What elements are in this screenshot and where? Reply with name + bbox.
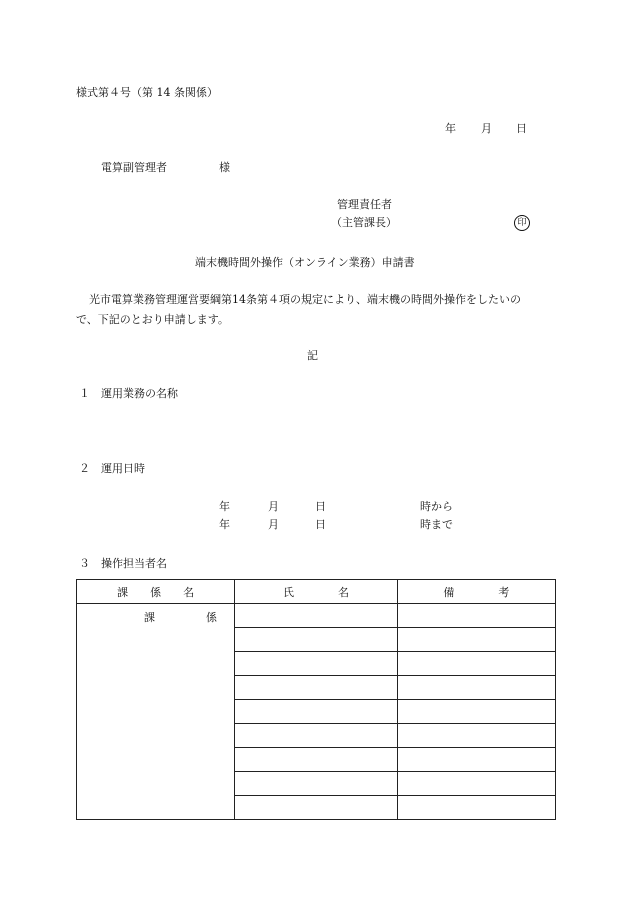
notes-cell[interactable] — [397, 772, 555, 796]
section-3-label: 操作担当者名 — [101, 557, 167, 570]
section-2-label: 運用日時 — [101, 462, 145, 475]
header-notes: 備 考 — [397, 580, 555, 604]
section-1-label: 運用業務の名称 — [101, 387, 178, 400]
section-2-number: ２ — [79, 462, 90, 475]
schedule-from-year: 年 — [219, 500, 230, 513]
name-cell[interactable] — [235, 796, 397, 820]
name-cell[interactable] — [235, 676, 397, 700]
schedule-to-year: 年 — [219, 518, 230, 531]
name-cell[interactable] — [235, 628, 397, 652]
date-year-label: 年 — [445, 122, 456, 135]
schedule-to-day: 日 — [315, 518, 326, 531]
schedule-from-month: 月 — [268, 500, 279, 513]
name-cell[interactable] — [235, 700, 397, 724]
applicant-title: 管理責任者 — [337, 198, 392, 211]
table-row — [77, 604, 556, 628]
body-text-line-2: で、下記のとおり申請します。 — [76, 313, 229, 326]
dept-ka-label: 課 — [144, 611, 155, 624]
notes-cell[interactable] — [397, 700, 555, 724]
ki-heading: 記 — [307, 349, 318, 362]
header-dept-name: 課 係 名 — [77, 580, 235, 604]
date-month-label: 月 — [481, 122, 492, 135]
operator-table — [76, 579, 556, 820]
name-cell[interactable] — [235, 604, 397, 628]
notes-cell[interactable] — [397, 724, 555, 748]
date-day-label: 日 — [516, 122, 527, 135]
form-number: 様式第４号（第 14 条関係） — [76, 86, 218, 99]
addressee-title: 電算副管理者 — [101, 161, 167, 174]
seal-mark: 印 — [514, 215, 530, 231]
notes-cell[interactable] — [397, 628, 555, 652]
table-header-row — [77, 580, 556, 604]
dept-kakari-label: 係 — [206, 611, 217, 624]
name-cell[interactable] — [235, 748, 397, 772]
schedule-from-suffix: 時から — [420, 500, 453, 513]
name-cell[interactable] — [235, 724, 397, 748]
schedule-from-day: 日 — [315, 500, 326, 513]
header-person-name: 氏 名 — [235, 580, 397, 604]
section-1-number: １ — [79, 387, 90, 400]
document-title: 端末機時間外操作（オンライン業務）申請書 — [195, 256, 415, 269]
notes-cell[interactable] — [397, 796, 555, 820]
notes-cell[interactable] — [397, 604, 555, 628]
section-3-number: ３ — [79, 557, 90, 570]
schedule-to-month: 月 — [268, 518, 279, 531]
notes-cell[interactable] — [397, 676, 555, 700]
addressee-honorific: 様 — [219, 161, 230, 174]
notes-cell[interactable] — [397, 748, 555, 772]
dept-cell[interactable] — [77, 604, 235, 820]
notes-cell[interactable] — [397, 652, 555, 676]
schedule-to-suffix: 時まで — [420, 518, 453, 531]
name-cell[interactable] — [235, 652, 397, 676]
body-text-line-1: 光市電算業務管理運営要綱第14条第４項の規定により、端末機の時間外操作をしたいの — [89, 293, 521, 306]
applicant-subtitle: （主管課長） — [331, 216, 397, 229]
name-cell[interactable] — [235, 772, 397, 796]
